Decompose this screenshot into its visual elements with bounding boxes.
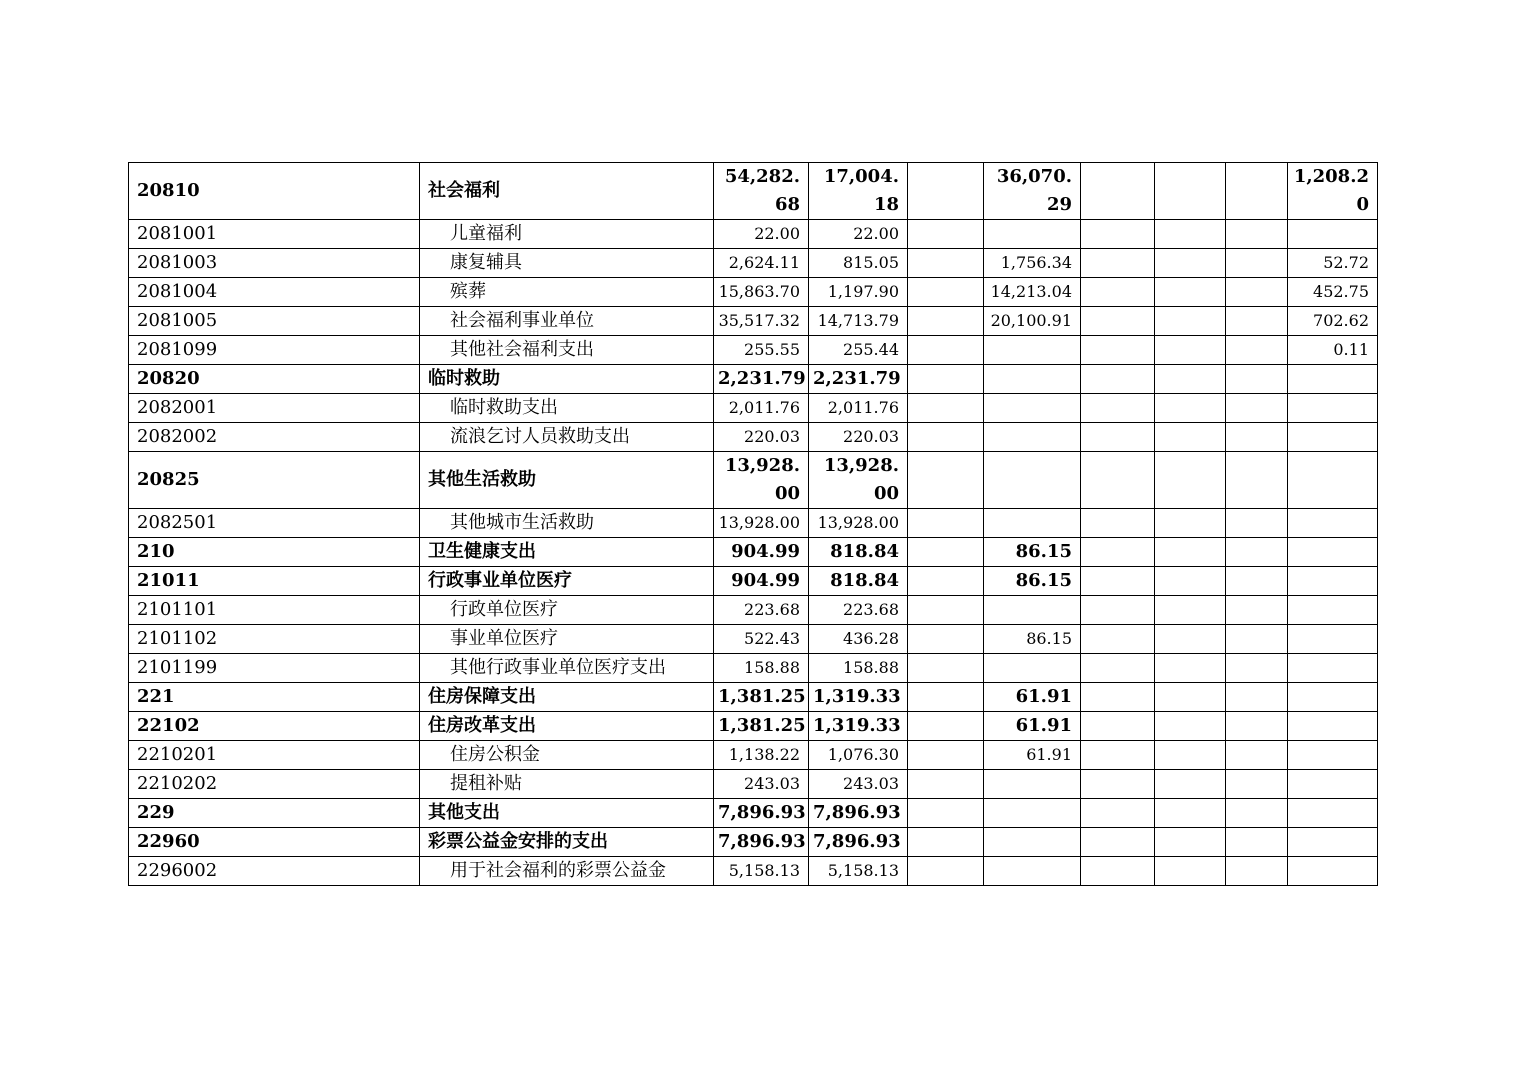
amount-cell: 7,896.93 [809,799,908,828]
amount-cell: 904.99 [714,567,809,596]
amount-cell: 14,713.79 [809,307,908,336]
amount-cell [1288,596,1378,625]
amount-cell [908,770,984,799]
amount-cell: 1,756.34 [984,249,1081,278]
amount-cell [984,365,1081,394]
amount-cell: 2,624.11 [714,249,809,278]
amount-cell [1226,163,1288,220]
amount-cell: 61.91 [984,741,1081,770]
amount-cell: 15,863.70 [714,278,809,307]
amount-cell [1226,828,1288,857]
amount-cell [1226,596,1288,625]
amount-cell [984,799,1081,828]
amount-cell [908,365,984,394]
amount-cell: 22.00 [714,220,809,249]
amount-cell [908,741,984,770]
amount-cell [1288,799,1378,828]
amount-cell: 2,011.76 [809,394,908,423]
amount-cell [1226,220,1288,249]
amount-cell: 2,011.76 [714,394,809,423]
amount-cell: 1,076.30 [809,741,908,770]
amount-cell [1081,394,1155,423]
subject-code-cell: 2081005 [129,307,420,336]
subject-name-cell: 行政事业单位医疗 [420,567,714,596]
amount-cell [984,596,1081,625]
amount-cell [1226,278,1288,307]
amount-cell [908,712,984,741]
amount-cell [984,770,1081,799]
amount-cell: 243.03 [809,770,908,799]
amount-cell [908,857,984,886]
table-row [129,365,1378,394]
amount-cell [1288,712,1378,741]
amount-cell [984,423,1081,452]
subject-code-cell: 2081001 [129,220,420,249]
subject-name-cell: 住房改革支出 [420,712,714,741]
amount-cell [984,220,1081,249]
amount-cell: 1,319.33 [809,712,908,741]
table-body [129,163,1378,886]
amount-cell [1226,249,1288,278]
amount-cell [908,307,984,336]
amount-cell [1155,596,1226,625]
amount-cell [1288,857,1378,886]
subject-code-cell: 2081004 [129,278,420,307]
amount-cell [1288,423,1378,452]
table-row [129,336,1378,365]
amount-cell: 7,896.93 [714,828,809,857]
amount-cell: 36,070.29 [984,163,1081,220]
amount-cell [1288,509,1378,538]
amount-cell [1081,509,1155,538]
subject-name-cell: 临时救助支出 [420,394,714,423]
subject-code-cell: 20820 [129,365,420,394]
amount-cell [984,394,1081,423]
table-row [129,770,1378,799]
subject-code-cell: 2101199 [129,654,420,683]
amount-cell [908,625,984,654]
amount-cell [1155,857,1226,886]
table-row [129,163,1378,220]
amount-cell: 223.68 [809,596,908,625]
amount-cell [1155,278,1226,307]
amount-cell [908,683,984,712]
amount-cell [1226,509,1288,538]
amount-cell [1288,538,1378,567]
amount-cell [1155,712,1226,741]
amount-cell [908,163,984,220]
amount-cell [1081,249,1155,278]
amount-cell [1081,538,1155,567]
amount-cell: 452.75 [1288,278,1378,307]
subject-code-cell: 22960 [129,828,420,857]
table-row [129,220,1378,249]
amount-cell [1226,654,1288,683]
amount-cell [908,336,984,365]
amount-cell: 14,213.04 [984,278,1081,307]
amount-cell: 220.03 [714,423,809,452]
amount-cell [1226,770,1288,799]
subject-code-cell: 2101101 [129,596,420,625]
subject-code-cell: 221 [129,683,420,712]
subject-name-cell: 其他社会福利支出 [420,336,714,365]
subject-name-cell: 提租补贴 [420,770,714,799]
amount-cell: 702.62 [1288,307,1378,336]
subject-code-cell: 21011 [129,567,420,596]
amount-cell [1155,249,1226,278]
amount-cell: 13,928.00 [714,509,809,538]
subject-name-cell: 康复辅具 [420,249,714,278]
amount-cell [1155,799,1226,828]
amount-cell [1155,336,1226,365]
subject-name-cell: 用于社会福利的彩票公益金 [420,857,714,886]
table-row [129,828,1378,857]
subject-code-cell: 2210201 [129,741,420,770]
amount-cell [1226,712,1288,741]
amount-cell: 818.84 [809,538,908,567]
amount-cell [908,828,984,857]
amount-cell: 255.55 [714,336,809,365]
subject-code-cell: 2296002 [129,857,420,886]
amount-cell: 904.99 [714,538,809,567]
amount-cell [1155,567,1226,596]
subject-name-cell: 其他行政事业单位医疗支出 [420,654,714,683]
amount-cell: 158.88 [714,654,809,683]
amount-cell [908,799,984,828]
amount-cell [1081,857,1155,886]
amount-cell [1081,365,1155,394]
subject-name-cell: 社会福利事业单位 [420,307,714,336]
table-row [129,423,1378,452]
subject-name-cell: 殡葬 [420,278,714,307]
table-row [129,249,1378,278]
amount-cell: 818.84 [809,567,908,596]
subject-name-cell: 住房保障支出 [420,683,714,712]
subject-name-cell: 其他城市生活救助 [420,509,714,538]
table-row [129,278,1378,307]
amount-cell [1155,307,1226,336]
subject-name-cell: 事业单位医疗 [420,625,714,654]
amount-cell [908,220,984,249]
amount-cell [1081,307,1155,336]
subject-name-cell: 其他支出 [420,799,714,828]
amount-cell [1155,828,1226,857]
subject-name-cell: 社会福利 [420,163,714,220]
subject-code-cell: 2210202 [129,770,420,799]
amount-cell: 86.15 [984,625,1081,654]
amount-cell: 255.44 [809,336,908,365]
amount-cell [1288,394,1378,423]
subject-code-cell: 2081099 [129,336,420,365]
table-row [129,712,1378,741]
amount-cell [1226,625,1288,654]
amount-cell: 52.72 [1288,249,1378,278]
amount-cell: 5,158.13 [809,857,908,886]
amount-cell [1155,509,1226,538]
amount-cell: 61.91 [984,683,1081,712]
amount-cell [984,509,1081,538]
table-row [129,799,1378,828]
subject-name-cell: 行政单位医疗 [420,596,714,625]
amount-cell [1288,828,1378,857]
amount-cell: 7,896.93 [809,828,908,857]
amount-cell: 522.43 [714,625,809,654]
amount-cell: 5,158.13 [714,857,809,886]
amount-cell [1155,423,1226,452]
amount-cell: 220.03 [809,423,908,452]
amount-cell: 13,928.00 [809,452,908,509]
amount-cell [1155,220,1226,249]
amount-cell: 13,928.00 [809,509,908,538]
subject-code-cell: 20825 [129,452,420,509]
amount-cell [1288,452,1378,509]
amount-cell: 13,928.00 [714,452,809,509]
amount-cell: 1,208.20 [1288,163,1378,220]
table-row [129,509,1378,538]
amount-cell [984,336,1081,365]
amount-cell: 86.15 [984,538,1081,567]
amount-cell [1155,625,1226,654]
amount-cell: 1,138.22 [714,741,809,770]
amount-cell: 20,100.91 [984,307,1081,336]
table-row [129,452,1378,509]
amount-cell [1288,365,1378,394]
amount-cell [1226,394,1288,423]
amount-cell [1081,163,1155,220]
amount-cell: 1,319.33 [809,683,908,712]
amount-cell [1081,799,1155,828]
amount-cell: 815.05 [809,249,908,278]
amount-cell [1288,220,1378,249]
amount-cell [1226,741,1288,770]
amount-cell [1081,654,1155,683]
amount-cell [1081,336,1155,365]
amount-cell [1155,538,1226,567]
subject-code-cell: 2101102 [129,625,420,654]
amount-cell: 1,381.25 [714,683,809,712]
table-row [129,567,1378,596]
amount-cell [1226,365,1288,394]
amount-cell [1081,278,1155,307]
amount-cell [908,394,984,423]
amount-cell [908,538,984,567]
subject-name-cell: 临时救助 [420,365,714,394]
amount-cell [1081,567,1155,596]
amount-cell [1081,452,1155,509]
amount-cell: 22.00 [809,220,908,249]
subject-name-cell: 彩票公益金安排的支出 [420,828,714,857]
subject-code-cell: 2082001 [129,394,420,423]
amount-cell [1288,683,1378,712]
amount-cell: 0.11 [1288,336,1378,365]
amount-cell: 436.28 [809,625,908,654]
amount-cell [1288,567,1378,596]
amount-cell [984,452,1081,509]
subject-code-cell: 2082002 [129,423,420,452]
amount-cell [908,654,984,683]
amount-cell [1155,452,1226,509]
amount-cell [984,828,1081,857]
amount-cell: 243.03 [714,770,809,799]
amount-cell [1226,452,1288,509]
subject-name-cell: 住房公积金 [420,741,714,770]
table-row [129,394,1378,423]
amount-cell: 86.15 [984,567,1081,596]
table-row [129,538,1378,567]
amount-cell [1081,423,1155,452]
amount-cell [908,278,984,307]
amount-cell: 17,004.18 [809,163,908,220]
amount-cell [908,596,984,625]
table-row [129,307,1378,336]
subject-code-cell: 22102 [129,712,420,741]
amount-cell [1288,625,1378,654]
amount-cell: 35,517.32 [714,307,809,336]
amount-cell [908,567,984,596]
amount-cell [1081,828,1155,857]
amount-cell [1155,741,1226,770]
amount-cell: 1,381.25 [714,712,809,741]
amount-cell [1155,770,1226,799]
amount-cell [1081,596,1155,625]
table-row [129,741,1378,770]
table-row [129,625,1378,654]
table-row [129,654,1378,683]
subject-name-cell: 儿童福利 [420,220,714,249]
subject-code-cell: 2082501 [129,509,420,538]
amount-cell [1081,712,1155,741]
subject-name-cell: 其他生活救助 [420,452,714,509]
amount-cell [908,423,984,452]
amount-cell [1226,336,1288,365]
amount-cell [1226,307,1288,336]
amount-cell [1081,625,1155,654]
amount-cell [1155,163,1226,220]
subject-code-cell: 20810 [129,163,420,220]
table-row [129,596,1378,625]
amount-cell [1155,365,1226,394]
amount-cell [1288,770,1378,799]
subject-name-cell: 卫生健康支出 [420,538,714,567]
amount-cell [1081,770,1155,799]
amount-cell [1081,683,1155,712]
amount-cell: 2,231.79 [714,365,809,394]
amount-cell [1226,538,1288,567]
amount-cell [1155,683,1226,712]
table-row [129,857,1378,886]
amount-cell [1081,220,1155,249]
subject-code-cell: 2081003 [129,249,420,278]
amount-cell [908,452,984,509]
amount-cell [1155,654,1226,683]
amount-cell [984,857,1081,886]
amount-cell: 1,197.90 [809,278,908,307]
amount-cell: 223.68 [714,596,809,625]
amount-cell [984,654,1081,683]
amount-cell: 2,231.79 [809,365,908,394]
amount-cell: 61.91 [984,712,1081,741]
amount-cell: 7,896.93 [714,799,809,828]
amount-cell [1226,799,1288,828]
amount-cell [1226,857,1288,886]
amount-cell [908,509,984,538]
subject-name-cell: 流浪乞讨人员救助支出 [420,423,714,452]
amount-cell [1155,394,1226,423]
subject-code-cell: 210 [129,538,420,567]
amount-cell: 54,282.68 [714,163,809,220]
table-row [129,683,1378,712]
amount-cell [1081,741,1155,770]
subject-code-cell: 229 [129,799,420,828]
amount-cell [1288,741,1378,770]
amount-cell [1226,683,1288,712]
amount-cell [1288,654,1378,683]
amount-cell [1226,567,1288,596]
amount-cell [908,249,984,278]
budget-expenditure-table [128,162,1378,886]
amount-cell: 158.88 [809,654,908,683]
amount-cell [1226,423,1288,452]
